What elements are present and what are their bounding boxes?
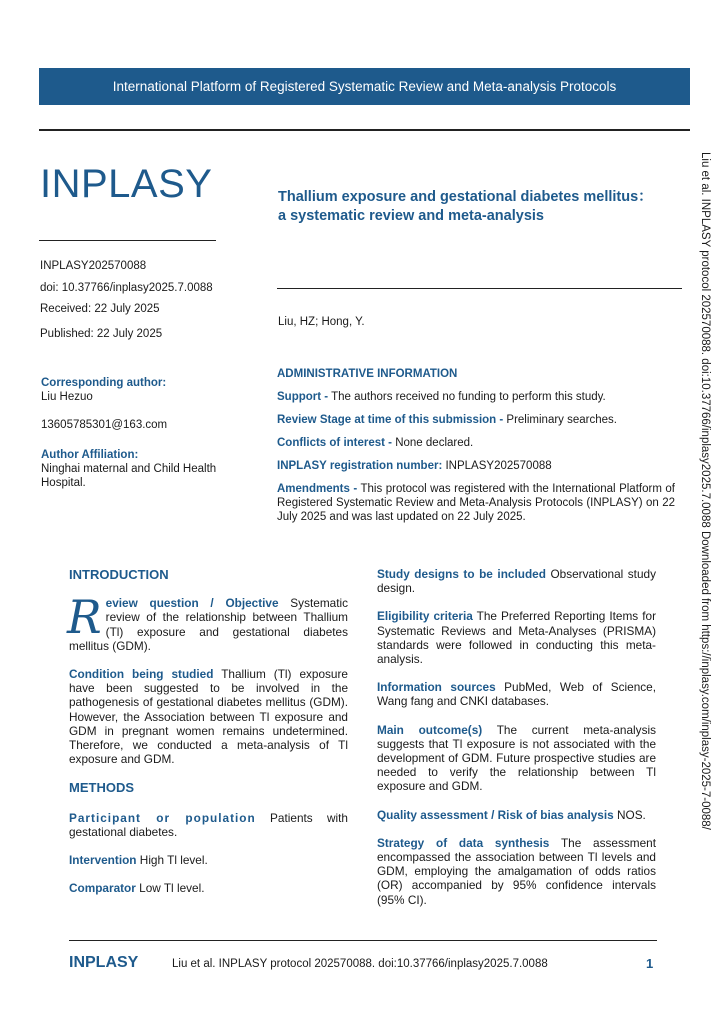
condition-label: Condition being studied bbox=[69, 667, 214, 682]
study-designs-text: Observational study design. bbox=[377, 567, 656, 596]
corresponding-author-email: 13605785301@163.com bbox=[41, 419, 168, 431]
registration-id: INPLASY202570088 bbox=[40, 260, 147, 272]
admin-registration-number bbox=[277, 459, 675, 473]
admin-heading: ADMINISTRATIVE INFORMATION bbox=[277, 368, 458, 380]
regnum-text: INPLASY202570088 bbox=[442, 460, 552, 472]
title-divider bbox=[277, 288, 682, 289]
support-text: The authors received no funding to perform this study. bbox=[328, 391, 606, 403]
authors: Liu, HZ; Hong, Y. bbox=[278, 316, 365, 328]
population-paragraph bbox=[69, 811, 348, 839]
quality-assessment-label: Quality assessment / Risk of bias analysis bbox=[377, 807, 614, 822]
information-sources-text: PubMed, Web of Science, Wang fang and CNKI databases. bbox=[377, 680, 656, 709]
eligibility-label: Eligibility criteria bbox=[377, 609, 473, 624]
affiliation-text: Ninghai maternal and Child Health Hospital. bbox=[41, 463, 217, 489]
admin-conflicts bbox=[277, 436, 675, 450]
population-text: Patients with gestational diabetes. bbox=[69, 810, 348, 839]
quality-assessment-text: NOS. bbox=[613, 807, 646, 822]
data-synthesis-paragraph bbox=[377, 836, 656, 907]
condition-text: Thallium (Tl) exposure have been suggested to be involved in the pathogenesis of gestational diabetes mellitus (GDM). However, the Association between Tl exposure and GDM in pregnant women remains undetermined. Therefore, we conducted a meta-analysis of Tl exposure and GDM. bbox=[69, 667, 348, 767]
conflicts-label: Conflicts of interest - bbox=[277, 437, 393, 449]
data-synthesis-text: The assessment encompassed the association between Tl levels and GDM, employing the amalgamation of odds ratios (OR) accompanied by 95% confidence intervals (95% CI). bbox=[377, 835, 656, 907]
condition-paragraph bbox=[69, 667, 348, 766]
eligibility-paragraph bbox=[377, 609, 656, 666]
stage-text: Preliminary searches. bbox=[503, 414, 617, 426]
data-synthesis-label: Strategy of data synthesis bbox=[377, 835, 550, 850]
corresponding-author-label: Corresponding author: bbox=[41, 377, 167, 389]
conflicts-text: None declared. bbox=[392, 437, 474, 449]
intervention-label: Intervention bbox=[69, 853, 137, 868]
doi: doi: 10.37766/inplasy2025.7.0088 bbox=[40, 282, 213, 294]
side-download-notice: Liu et al. INPLASY protocol 202570088. doi:10.37766/inplasy2025.7.0088 Downloaded from https://inplasy.com/inplasy-2025-7-0088/ bbox=[699, 152, 711, 830]
amend-label: Amendments - bbox=[277, 483, 358, 495]
admin-stage bbox=[277, 413, 675, 427]
footer-divider bbox=[69, 940, 657, 941]
amend-text: This protocol was registered with the International Platform of Registered Systematic Review and Meta-Analysis Protocols (INPLASY) on 22 July 2025 and was last updated on 22 July 2025. bbox=[277, 483, 675, 523]
population-label: Participant or population bbox=[69, 810, 256, 825]
stage-label: Review Stage at time of this submission - bbox=[277, 414, 504, 426]
methods-heading: METHODS bbox=[69, 780, 134, 796]
information-sources-paragraph bbox=[377, 680, 656, 708]
main-outcome-text: The current meta-analysis suggests that Tl exposure is not associated with the development of GDM. Future prospective studies are needed to verify the relationship between Tl exposure and GDM. bbox=[377, 722, 656, 794]
study-designs-label: Study designs to be included bbox=[377, 567, 546, 581]
review-question-paragraph bbox=[67, 590, 348, 653]
admin-amendments bbox=[277, 482, 675, 524]
study-designs-paragraph bbox=[377, 567, 656, 595]
received-date: Received: 22 July 2025 bbox=[40, 303, 160, 315]
regnum-label: INPLASY registration number: bbox=[277, 460, 443, 472]
inplasy-logo-text: INPLASY bbox=[40, 162, 213, 206]
affiliation-block bbox=[41, 448, 241, 490]
affiliation-label: Author Affiliation: bbox=[41, 449, 139, 461]
quality-assessment-paragraph bbox=[377, 808, 656, 822]
corresponding-author-name: Liu Hezuo bbox=[41, 391, 93, 403]
eligibility-text: The Preferred Reporting Items for Systematic Reviews and Meta-Analyses (PRISMA) standards were followed in conducting this meta-analysis. bbox=[377, 609, 656, 667]
main-outcome-label: Main outcome(s) bbox=[377, 722, 483, 737]
admin-support bbox=[277, 390, 675, 404]
support-label: Support - bbox=[277, 391, 329, 403]
comparator-paragraph bbox=[69, 881, 348, 895]
paper-title: Thallium exposure and gestational diabetes mellitus：a systematic review and meta-analysis bbox=[278, 189, 653, 224]
intervention-text: High Tl level. bbox=[136, 853, 208, 868]
page-number: 1 bbox=[646, 956, 654, 971]
footer-citation: Liu et al. INPLASY protocol 202570088. doi:10.37766/inplasy2025.7.0088 bbox=[172, 958, 548, 970]
review-question-label: eview question / Objective bbox=[105, 596, 279, 611]
review-question-text: Systematic review of the relationship between Thallium (Tl) exposure and gestational diabetes mellitus (GDM). bbox=[69, 596, 348, 653]
introduction-heading: INTRODUCTION bbox=[69, 567, 169, 582]
intervention-paragraph bbox=[69, 853, 348, 867]
right-column bbox=[377, 567, 656, 907]
comparator-label: Comparator bbox=[69, 881, 136, 896]
main-outcome-paragraph bbox=[377, 723, 656, 794]
administrative-information bbox=[277, 368, 675, 524]
published-date: Published: 22 July 2025 bbox=[40, 328, 163, 340]
comparator-text: Low Tl level. bbox=[135, 881, 205, 896]
top-divider bbox=[39, 129, 690, 131]
information-sources-label: Information sources bbox=[377, 680, 496, 695]
brand-divider bbox=[39, 240, 216, 241]
drop-cap: R bbox=[67, 590, 102, 645]
banner-text: International Platform of Registered Systematic Review and Meta-analysis Protocols bbox=[112, 79, 617, 94]
corresponding-author-block bbox=[41, 376, 241, 432]
left-column bbox=[69, 568, 348, 895]
footer-brand: INPLASY bbox=[69, 954, 139, 971]
header-banner bbox=[39, 68, 690, 105]
